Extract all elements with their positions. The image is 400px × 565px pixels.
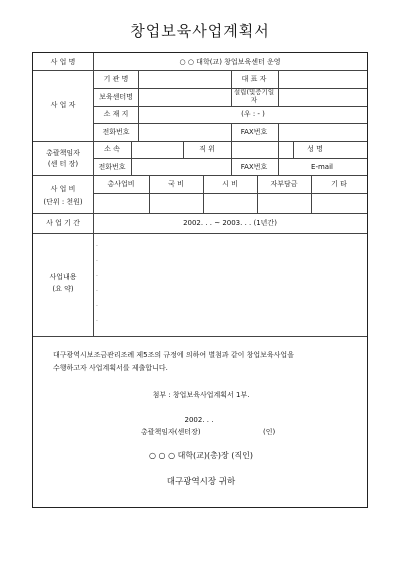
- cost-header-national: 국 비: [168, 180, 184, 188]
- row-divider: [93, 158, 367, 159]
- manager-fax-label: FAX번호: [240, 163, 268, 171]
- col-divider: [257, 175, 258, 213]
- operator-label: 사 업 자: [50, 101, 76, 109]
- declaration-line-1: 대구광역시보조금관리조례 제5조의 규정에 의하여 별첨과 같이 창업보육사업을: [53, 351, 294, 359]
- fax-label: FAX번호: [240, 128, 268, 136]
- summary-label: 사업내용: [49, 273, 77, 281]
- col-divider: [93, 53, 94, 336]
- row-divider: [33, 336, 367, 337]
- document-title: 창업보육사업계획서: [130, 22, 270, 40]
- col-divider: [138, 70, 139, 106]
- row-divider: [33, 233, 367, 234]
- col-divider: [183, 141, 184, 158]
- manager-sub-label: (센 터 장): [47, 160, 79, 168]
- col-divider: [149, 175, 150, 213]
- row-divider: [93, 88, 367, 89]
- col-divider: [293, 141, 294, 158]
- col-divider: [231, 141, 232, 175]
- position-label: 직 위: [199, 145, 215, 153]
- project-name-label: 사 업 명: [50, 58, 76, 66]
- col-divider: [311, 175, 312, 213]
- row-divider: [33, 213, 367, 214]
- application-form: [32, 52, 368, 508]
- founding-date-label: 설립(및증기일자: [233, 88, 275, 104]
- summary-bullet: .: [96, 301, 98, 308]
- attachment-note: 첨부 : 창업보육사업계획서 1부.: [152, 391, 250, 399]
- org-name-label: 기 관 명: [103, 75, 129, 83]
- row-divider: [33, 175, 367, 176]
- declaration-line-2: 수행하고자 사업계획서를 제출합니다.: [53, 364, 168, 372]
- submission-date: 2002. . .: [184, 416, 214, 424]
- postal-code-value: (우 : - ): [241, 110, 265, 118]
- affiliation-label: 소 속: [104, 145, 120, 153]
- col-divider: [231, 123, 232, 141]
- summary-bullet: .: [96, 271, 98, 278]
- manager-label: 총괄책임자: [46, 149, 80, 157]
- summary-bullet: .: [96, 241, 98, 248]
- representative-label: 대 표 자: [241, 75, 267, 83]
- row-divider: [33, 141, 367, 142]
- signer-seal: (인): [263, 428, 276, 436]
- cost-unit-label: (단위 : 천원): [43, 198, 83, 206]
- row-divider: [93, 123, 367, 124]
- project-name-value: ○ ○ 대학(교) 창업보육센터 운영: [179, 58, 281, 66]
- col-divider: [278, 123, 279, 141]
- cost-label: 사 업 비: [50, 185, 76, 193]
- recipient: 대구광역시장 귀하: [166, 477, 236, 487]
- col-divider: [278, 70, 279, 106]
- row-divider: [93, 193, 367, 194]
- address-label: 소 재 지: [103, 110, 129, 118]
- col-divider: [203, 175, 204, 213]
- cost-header-self: 자부담금: [270, 180, 298, 188]
- phone-label: 전화번호: [102, 128, 130, 136]
- cost-header-total: 총사업비: [107, 180, 135, 188]
- summary-bullet: .: [96, 316, 98, 323]
- name-label: 성 명: [307, 145, 323, 153]
- summary-bullet: .: [96, 286, 98, 293]
- summary-bullet: .: [96, 256, 98, 263]
- institution-signature: ○ ○ ○ 대학(교)(총)장 (직인): [149, 451, 253, 460]
- col-divider: [131, 141, 132, 175]
- cost-header-city: 시 비: [222, 180, 238, 188]
- col-divider: [278, 141, 279, 175]
- signer-title: 총괄책임자(센터장): [141, 428, 201, 436]
- row-divider: [33, 70, 367, 71]
- email-label: E-mail: [311, 163, 333, 171]
- period-value: 2002. . . ~ 2003. . . (1년간): [183, 219, 277, 227]
- period-label: 사 업 기 간: [46, 219, 80, 227]
- manager-phone-label: 전화번호: [98, 163, 126, 171]
- col-divider: [138, 106, 139, 141]
- row-divider: [93, 106, 367, 107]
- cost-header-other: 기 타: [331, 180, 347, 188]
- center-name-label: 보육센터명: [99, 93, 133, 101]
- summary-sub-label: (요 약): [52, 285, 74, 293]
